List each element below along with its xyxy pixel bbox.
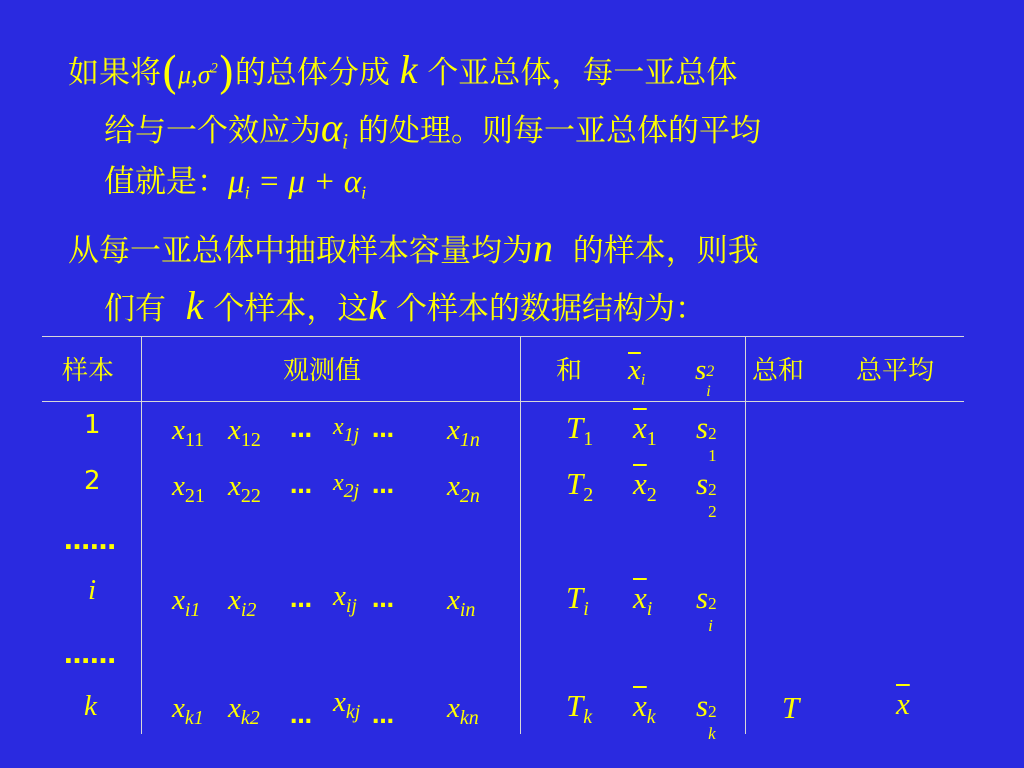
obs-xin: $x_{in}$ bbox=[447, 584, 476, 621]
col-divider-2 bbox=[520, 336, 521, 734]
sum-Ti: $T_i$ bbox=[566, 580, 589, 620]
row-ellipsis: …… bbox=[64, 526, 116, 556]
var-s1: s 2 1 bbox=[696, 410, 717, 465]
ellipsis: … bbox=[290, 704, 312, 729]
header-observations: 观测值 bbox=[283, 356, 362, 386]
header-sample: 样本 bbox=[62, 356, 115, 386]
table-header-rule bbox=[42, 401, 964, 402]
obs-xkn: $x_{kn}$ bbox=[447, 692, 479, 729]
para1-line2 bbox=[104, 105, 761, 154]
obs-x1j: $x_{1j}$ bbox=[333, 414, 360, 446]
alpha-i: $\alpha_i$ bbox=[321, 105, 349, 154]
mu-sigma-formula: $(\mu,\sigma^2)$ bbox=[161, 48, 235, 99]
obs-xi1: $x_{i1}$ bbox=[172, 584, 201, 621]
para2-line2 bbox=[104, 283, 706, 328]
grand-total-T: T bbox=[782, 690, 800, 725]
ellipsis: … bbox=[372, 474, 394, 499]
ellipsis: … bbox=[372, 588, 394, 613]
obs-x11: $x_{11}$ bbox=[172, 414, 205, 451]
ellipsis: … bbox=[372, 704, 394, 729]
header-sum: 和 bbox=[556, 356, 583, 386]
obs-xk2: $x_{k2}$ bbox=[228, 692, 260, 729]
ellipsis: … bbox=[290, 588, 312, 613]
obs-xk1: $x_{k1}$ bbox=[172, 692, 204, 729]
row-label: 2 bbox=[84, 466, 101, 496]
header-total: 总和 bbox=[752, 356, 805, 386]
text: 从每一亚总体中抽取样本容量均为 bbox=[68, 233, 533, 269]
grand-mean-x: $\overline{x}$ bbox=[896, 686, 910, 721]
header-variance: s 2 i bbox=[695, 354, 715, 400]
text: 们有 bbox=[104, 291, 166, 327]
text: 给与一个效应为 bbox=[104, 113, 321, 149]
row-ellipsis: …… bbox=[64, 640, 116, 670]
formula: $\mu_i = \mu + \alpha_i$ bbox=[228, 164, 367, 203]
header-grand-mean: 总平均 bbox=[856, 356, 935, 386]
text: 值就是： bbox=[104, 164, 228, 200]
mean-x1: $\overline{x}_1$ bbox=[633, 410, 657, 450]
para1-line1 bbox=[68, 47, 738, 99]
ellipsis: … bbox=[372, 418, 394, 443]
para2-line1 bbox=[68, 225, 759, 270]
n-symbol: n bbox=[533, 225, 553, 270]
sum-T2: $T_2$ bbox=[566, 466, 594, 506]
ellipsis: … bbox=[290, 474, 312, 499]
text: 个样本的数据结构为： bbox=[395, 291, 706, 327]
k-symbol: k bbox=[185, 283, 204, 328]
obs-x21: $x_{21}$ bbox=[172, 470, 205, 507]
table-top-rule bbox=[42, 336, 964, 337]
obs-xi2: $x_{i2}$ bbox=[228, 584, 257, 621]
mean-x2: $\overline{x}_2$ bbox=[633, 466, 657, 506]
header-xbar: $\overline{x}_i$ bbox=[628, 354, 646, 389]
sum-T1: $T_1$ bbox=[566, 410, 594, 450]
obs-x22: $x_{22}$ bbox=[228, 470, 261, 507]
k-symbol: k bbox=[399, 47, 418, 92]
obs-x2n: $x_{2n}$ bbox=[447, 470, 480, 507]
row-label: i bbox=[88, 574, 97, 606]
var-s2: s 2 2 bbox=[696, 466, 717, 521]
text: 的处理。则每一亚总体的平均 bbox=[357, 113, 761, 149]
obs-xkj: $x_{kj}$ bbox=[333, 686, 361, 723]
ellipsis: … bbox=[290, 418, 312, 443]
mean-xi: $\overline{x}_i$ bbox=[633, 580, 653, 620]
obs-x12: $x_{12}$ bbox=[228, 414, 261, 451]
text: 个亚总体，每一亚总体 bbox=[427, 55, 738, 91]
row-label: k bbox=[84, 690, 97, 722]
mean-xk: $\overline{x}_k$ bbox=[633, 688, 656, 728]
obs-xij: $x_{ij}$ bbox=[333, 580, 357, 617]
var-sk: s 2 k bbox=[696, 688, 717, 743]
text: 个样本，这 bbox=[213, 291, 369, 327]
sum-Tk: $T_k$ bbox=[566, 688, 593, 728]
row-label: 1 bbox=[84, 410, 101, 440]
obs-x2j: $x_{2j}$ bbox=[333, 470, 360, 502]
para1-line3 bbox=[104, 166, 366, 202]
text: 的样本，则我 bbox=[572, 233, 759, 269]
obs-x1n: $x_{1n}$ bbox=[447, 414, 480, 451]
col-divider-1 bbox=[141, 336, 142, 734]
text: 的总体分成 bbox=[234, 55, 390, 91]
k-symbol: k bbox=[368, 283, 387, 328]
col-divider-3 bbox=[745, 336, 746, 734]
var-si: s 2 i bbox=[696, 580, 717, 635]
text: 如果将 bbox=[68, 55, 161, 91]
